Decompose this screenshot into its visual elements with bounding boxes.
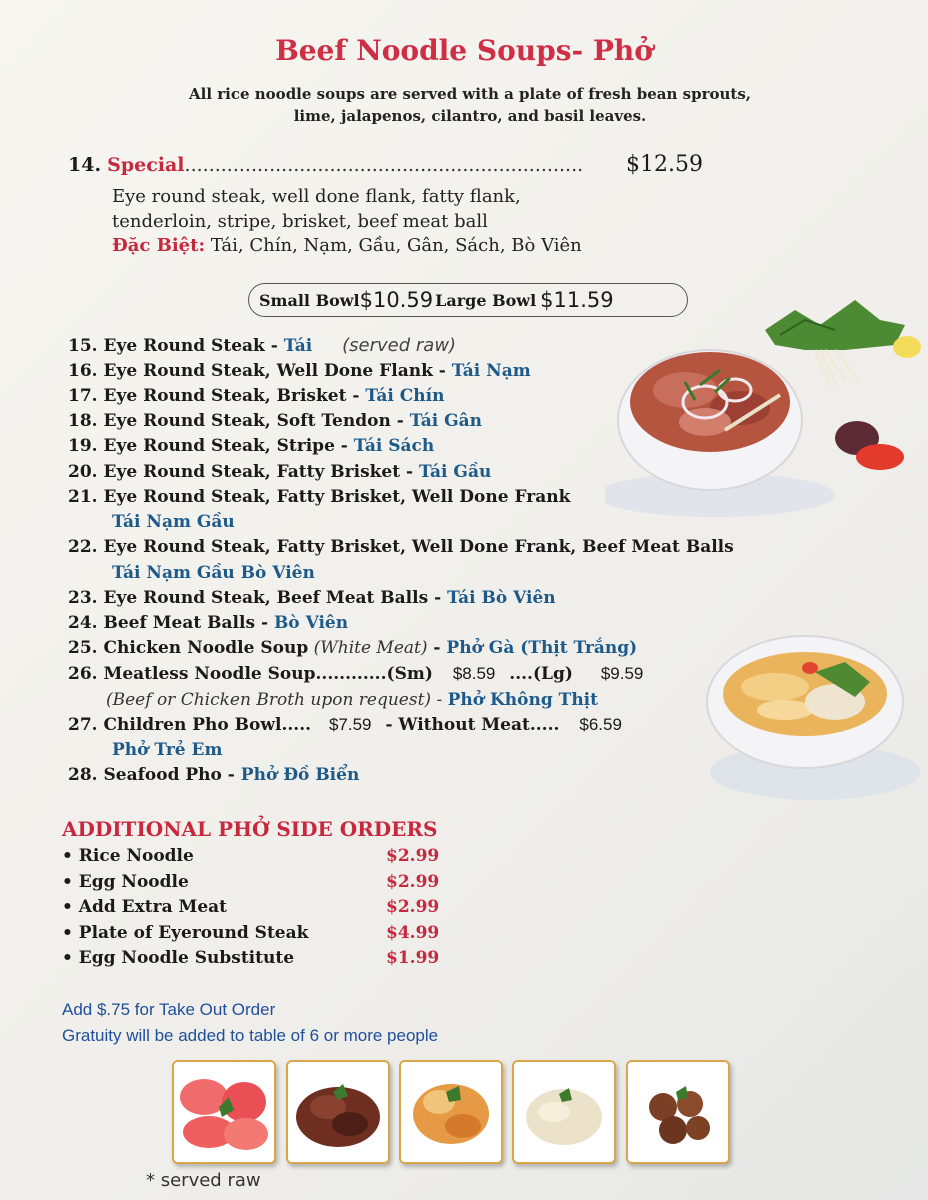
item-vietnamese-line: Phở Trẻ Em xyxy=(112,740,223,760)
item-number: 15. xyxy=(68,336,98,356)
item-number: 28. xyxy=(68,765,98,785)
item-name: Eye Round Steak, Fatty Brisket, Well Done Frank, Beef Meat Balls xyxy=(103,537,734,557)
side-order-name: • Egg Noodle xyxy=(62,872,189,892)
item-name: Eye Round Steak, Well Done Flank xyxy=(103,361,433,381)
item-number: 19. xyxy=(68,436,98,456)
item-vietnamese: Tái Sách xyxy=(353,436,435,456)
intro-line-2: lime, jalapenos, cilantro, and basil leaves. xyxy=(293,107,647,125)
menu-item xyxy=(68,765,359,785)
item-number: 26. xyxy=(68,664,98,684)
side-order-price: $2.99 xyxy=(386,897,440,917)
large-bowl-price: $11.59 xyxy=(540,288,614,312)
menu-item xyxy=(68,638,637,658)
dot-leader: .... xyxy=(509,664,533,684)
item-name: Beef Meat Balls xyxy=(103,613,256,633)
large-price: $9.59 xyxy=(600,664,644,683)
item-number: 21. xyxy=(68,487,98,507)
special-vietnamese xyxy=(112,235,582,256)
item-vietnamese: Phở Đồ Biển xyxy=(240,765,360,785)
item-vietnamese: Phở Không Thịt xyxy=(447,690,598,710)
item-separator: - xyxy=(400,462,420,482)
item-separator: - xyxy=(432,361,452,381)
option-price: $6.59 xyxy=(579,715,622,734)
item-number: 14. xyxy=(68,154,102,176)
small-bowl-price: $10.59 xyxy=(359,288,434,312)
item-name: Eye Round Steak, Fatty Brisket, Well Done Frank xyxy=(103,487,571,507)
brisket-thumb xyxy=(286,1060,390,1164)
takeout-note: Add $.75 for Take Out Order xyxy=(62,1000,276,1019)
item-vietnamese: Tái xyxy=(283,336,313,356)
item-vietnamese: Phở Gà (Thịt Trắng) xyxy=(446,638,638,658)
dot-leader: .................................................................. xyxy=(184,154,584,176)
item-name: Eye Round Steak, Beef Meat Balls xyxy=(103,588,429,608)
side-order-price: $1.99 xyxy=(386,948,440,968)
special-description xyxy=(112,184,521,234)
item-number: 27. xyxy=(68,715,98,735)
page-title: Beef Noodle Soups- Phở xyxy=(275,34,653,67)
tendon-image xyxy=(514,1062,614,1162)
raw-steak-image xyxy=(174,1062,274,1162)
special-price: $12.59 xyxy=(626,152,703,177)
item-number: 16. xyxy=(68,361,98,381)
item-name: Eye Round Steak, Soft Tendon xyxy=(103,411,391,431)
item-name: Eye Round Steak, Stripe xyxy=(103,436,335,456)
menu-item-meatless xyxy=(68,664,643,684)
side-order-price: $2.99 xyxy=(386,846,440,866)
large-label: (Lg) xyxy=(532,664,573,684)
item-number: 18. xyxy=(68,411,98,431)
item-separator: - xyxy=(255,613,274,633)
special-item xyxy=(68,154,583,176)
side-order-name: • Egg Noodle Substitute xyxy=(62,948,295,968)
menu-item xyxy=(68,361,531,381)
intro-text xyxy=(0,83,928,127)
intro-line-1: All rice noodle soups are served with a plate of fresh bean sprouts, xyxy=(189,85,751,103)
menu-item xyxy=(68,335,456,356)
menu-item xyxy=(68,537,734,557)
item-number: 24. xyxy=(68,613,98,633)
handwritten-note: (served raw) xyxy=(342,335,457,356)
item-number: 25. xyxy=(68,638,98,658)
menu-item xyxy=(68,386,444,406)
special-viet-text: Tái, Chín, Nạm, Gầu, Gân, Sách, Bò Viên xyxy=(205,235,582,256)
item-vietnamese-line: Tái Nạm Gầu Bò Viên xyxy=(112,563,315,583)
side-order-price: $2.99 xyxy=(386,872,440,892)
side-orders-title: ADDITIONAL PHỞ SIDE ORDERS xyxy=(62,817,438,841)
item-name: Seafood Pho xyxy=(103,765,222,785)
menu-item xyxy=(68,588,556,608)
menu-item xyxy=(68,613,348,633)
fatty-brisket-image xyxy=(401,1062,501,1162)
special-desc-line-2: tenderloin, stripe, brisket, beef meat ball xyxy=(112,211,488,232)
menu-item-children xyxy=(68,715,622,735)
item-number: 23. xyxy=(68,588,98,608)
item-vietnamese: Tái Bò Viên xyxy=(447,588,556,608)
item-note: (Beef or Chicken Broth upon request) xyxy=(106,690,432,710)
special-desc-line-1: Eye round steak, well done flank, fatty flank, xyxy=(112,186,521,207)
item-note: (White Meat) xyxy=(308,638,428,658)
large-bowl-label: Large Bowl xyxy=(435,290,537,310)
item-separator: - xyxy=(427,638,447,658)
small-bowl-label: Small Bowl xyxy=(259,290,360,310)
item-name: Special xyxy=(107,154,185,176)
item-sub-line xyxy=(106,690,598,710)
item-separator: - xyxy=(221,765,241,785)
item-name: Eye Round Steak, Fatty Brisket xyxy=(103,462,401,482)
menu-item xyxy=(68,411,482,431)
menu-item xyxy=(68,487,570,507)
item-name: Eye Round Steak xyxy=(103,336,265,356)
item-number: 17. xyxy=(68,386,98,406)
dot-leader: ............ xyxy=(315,664,387,684)
item-separator: - xyxy=(431,690,448,710)
item-price: $7.59 xyxy=(328,715,372,734)
side-order-name: • Plate of Eyeround Steak xyxy=(62,923,309,943)
meat-balls-image xyxy=(628,1062,728,1162)
item-name: Children Pho Bowl..... xyxy=(103,715,312,735)
item-vietnamese: Tái Gầu xyxy=(419,462,492,482)
item-separator: - xyxy=(346,386,366,406)
item-vietnamese: Tái Nạm xyxy=(451,361,531,381)
side-order-price: $4.99 xyxy=(386,923,440,943)
raw-eye-round-steak-thumb xyxy=(172,1060,276,1164)
item-separator: - xyxy=(390,411,410,431)
item-vietnamese: Tái Chín xyxy=(365,386,445,406)
item-separator: - xyxy=(334,436,354,456)
small-label: (Sm) xyxy=(386,664,433,684)
gratuity-note: Gratuity will be added to table of 6 or more people xyxy=(62,1026,439,1045)
item-separator: - xyxy=(428,588,448,608)
item-vietnamese: Tái Gân xyxy=(409,411,483,431)
tendon-thumb xyxy=(512,1060,616,1164)
menu-item xyxy=(68,436,434,456)
meat-balls-thumb xyxy=(626,1060,730,1164)
fatty-brisket-thumb xyxy=(399,1060,503,1164)
item-name: Meatless Noodle Soup xyxy=(103,664,316,684)
item-separator: - xyxy=(264,336,284,356)
item-number: 20. xyxy=(68,462,98,482)
item-number: 22. xyxy=(68,537,98,557)
item-vietnamese-line: Tái Nạm Gầu xyxy=(112,512,235,532)
brisket-image xyxy=(288,1062,388,1162)
item-vietnamese: Bò Viên xyxy=(273,613,349,633)
served-raw-note: * served raw xyxy=(146,1170,261,1191)
chicken-pho-bowl-photo xyxy=(705,632,928,802)
beef-pho-bowl-photo xyxy=(605,290,928,530)
menu-item xyxy=(68,462,491,482)
item-option: - Without Meat..... xyxy=(385,715,560,735)
small-price: $8.59 xyxy=(452,664,496,683)
item-name: Chicken Noodle Soup xyxy=(103,638,309,658)
side-order-name: • Add Extra Meat xyxy=(62,897,228,917)
item-name: Eye Round Steak, Brisket xyxy=(103,386,347,406)
side-order-name: • Rice Noodle xyxy=(62,846,194,866)
special-viet-label: Đặc Biệt: xyxy=(112,235,206,256)
